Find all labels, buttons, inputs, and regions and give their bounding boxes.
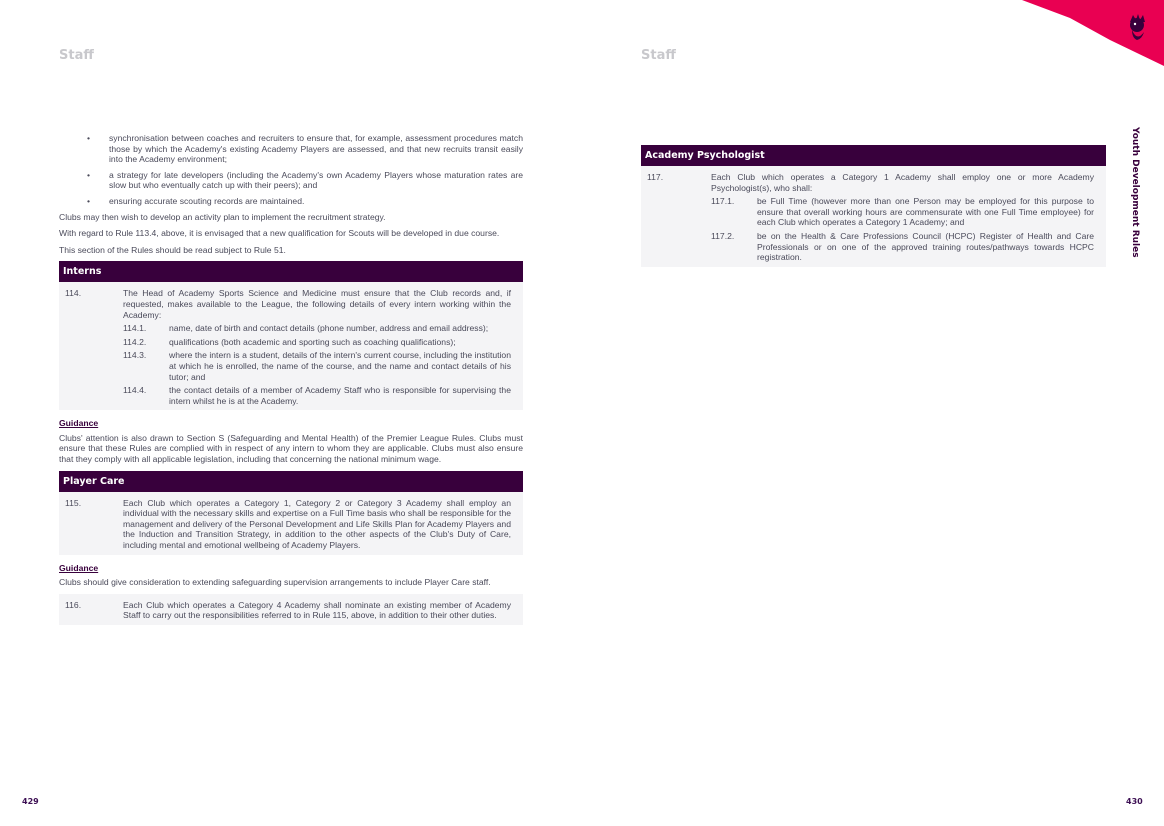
rule-text: Each Club which operates a Category 1 Academy shall employ one or more Academy Psychologist(s), who shall:: [711, 172, 1094, 193]
rule-number: 116.: [65, 599, 82, 610]
rule-box-117: [641, 166, 1106, 267]
section-heading-player-care: Player Care: [59, 471, 523, 492]
sub-rule-text: qualifications (both academic and sporting such as coaching qualifications);: [169, 336, 456, 347]
section-heading-academy-psychologist: Academy Psychologist: [641, 145, 1106, 166]
sub-rule: [711, 196, 1094, 228]
rule-number: 114.: [65, 288, 82, 299]
premier-league-lion-icon: [1124, 12, 1150, 42]
section-heading-interns: Interns: [59, 261, 523, 282]
rule-number: 115.: [65, 497, 82, 508]
rule-text: Each Club which operates a Category 1, Category 2 or Category 3 Academy shall employ an individual with the necessary skills and expertise on a Full Time basis who shall be responsible for the management and delivery of the Personal Development and Life Skills Plan for Academy Players and the Induction and Transition Strategy, in addition to the other aspects of the Club's Duty of Care, including mental and emotional wellbeing of Academy Players.: [123, 497, 511, 551]
paragraph: Clubs may then wish to develop an activity plan to implement the recruitment strategy.: [59, 211, 386, 222]
sub-rule-text: where the intern is a student, details of the intern's current course, including the institution at which he is enrolled, the name of the course, and the name and contact details of his tutor; and: [169, 350, 511, 382]
sub-rule-text: name, date of birth and contact details (phone number, address and email address);: [169, 323, 489, 334]
sub-rule: [711, 231, 1094, 263]
left-page-title: Staff: [59, 48, 94, 63]
guidance-text: Clubs should give consideration to extending safeguarding supervision arrangements to include Player Care staff.: [59, 577, 491, 588]
sub-rule: [123, 323, 511, 334]
rule-text: The Head of Academy Sports Science and Medicine must ensure that the Club records and, if requested, makes available to the League, the following details of every intern working within the Academy:: [123, 288, 511, 320]
left-column: [59, 133, 523, 633]
rule-number: 117.: [647, 172, 664, 182]
paragraph: This section of the Rules should be read subject to Rule 51.: [59, 244, 286, 255]
sub-rule-number: 114.4.: [123, 385, 147, 396]
rule-text: Each Club which operates a Category 4 Academy shall nominate an existing member of Academy Staff to carry out the responsibilities referred to in Rule 115, above, in addition to their other duties.: [123, 599, 511, 621]
bullet-list: [59, 133, 523, 207]
sub-rule-text: be Full Time (however more than one Person may be employed for this purpose to ensure that overall working hours are commensurate with one Full Time employee) for each Club which operates a Category 1 Academy; and: [757, 196, 1094, 228]
guidance-text: Clubs' attention is also drawn to Section S (Safeguarding and Mental Health) of the Premier League Rules. Clubs must ensure that these Rules are complied with in respect of any intern to whom they are applicable. Clubs must also ensure that they comply with all applicable legislation, including that concerning the national minimum wage.: [59, 432, 523, 465]
guidance-heading: Guidance: [59, 418, 99, 429]
sub-rule-number: 117.1.: [711, 196, 735, 207]
sub-rule: [123, 385, 511, 406]
rule-box-115: [59, 492, 523, 555]
bullet-item: • a strategy for late developers (including the Academy's own Academy Players whose maturation rates are slow but who eventually catch up with their peers); and: [109, 170, 523, 191]
bullet-item: • ensuring accurate scouting records are maintained.: [109, 196, 523, 207]
sub-rule-number: 114.1.: [123, 323, 147, 334]
paragraph: With regard to Rule 113.4, above, it is envisaged that a new qualification for Scouts will be developed in due course.: [59, 228, 500, 239]
sub-rule: [123, 337, 511, 348]
sub-rule-number: 117.2.: [711, 230, 735, 241]
sub-rule-text: be on the Health & Care Professions Council (HCPC) Register of Health and Care Professionals or on one of the approved training routes/pathways towards HCPC registration.: [757, 230, 1094, 263]
sub-rule-number: 114.3.: [123, 350, 147, 361]
rule-box-116: [59, 594, 523, 625]
bullet-item: • synchronisation between coaches and recruiters to ensure that, for example, assessment procedures match those by which the Academy's existing Academy Players are assessed, and that new recruits transit easily into the Academy environment;: [109, 133, 523, 165]
right-page-number: 430: [1126, 797, 1143, 806]
right-column: [641, 141, 1106, 275]
rule-box-114: [59, 282, 523, 410]
sub-rule-text: the contact details of a member of Academy Staff who is responsible for supervising the intern whilst he is at the Academy.: [169, 385, 511, 406]
sub-rule-number: 114.2.: [123, 336, 147, 347]
guidance-heading: Guidance: [59, 562, 99, 573]
side-tab-label: Youth Development Rules: [1130, 127, 1140, 258]
left-page-number: 429: [22, 797, 39, 806]
right-page-title: Staff: [641, 48, 676, 63]
sub-rule: [123, 350, 511, 382]
